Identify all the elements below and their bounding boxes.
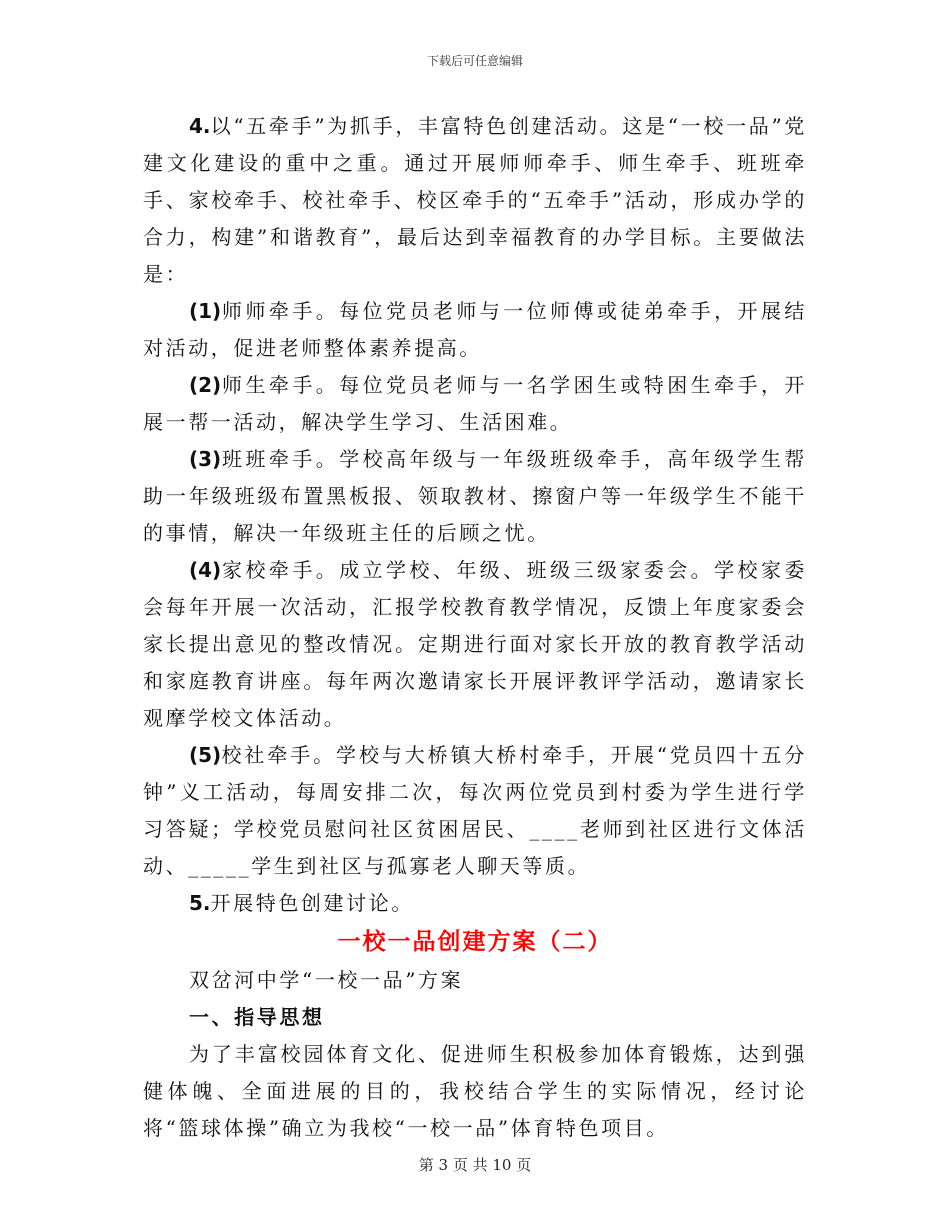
item-number: (5) [189, 743, 222, 767]
page-number-footer: 第 3 页 共 10 页 [418, 1156, 532, 1174]
item-text: 以“五牵手”为抓手，丰富特色创建活动。这是“一校一品”党建文化建设的重中之重。通过开展师师牵手、师生牵手、班班牵手、家校牵手、校社牵手、校区牵手的“五牵手”活动，形成办学的合力，构建”和谐教育”，最后达到幸福教育的办学目标。主要做法是： [143, 114, 807, 286]
document-body [143, 108, 807, 1147]
item-number: (1) [189, 299, 222, 323]
guiding-ideology-paragraph: 为了丰富校园体育文化、促进师生积极参加体育锻炼，达到强健体魄、全面进展的目的，我校结合学生的实际情况，经讨论将“篮球体操”确立为我校“一校一品”体育特色项目。 [143, 1042, 807, 1140]
header-note: 下载后可任意编辑 [426, 54, 523, 68]
section-title: 一校一品创建方案（二） [337, 929, 613, 955]
sub-item-5-paragraph [143, 737, 807, 885]
item-number: (3) [189, 447, 222, 471]
section-subtitle: 双岔河中学“一校一品”方案 [189, 968, 464, 992]
item-number: 5. [189, 891, 211, 915]
sub-item-3-paragraph [143, 441, 807, 552]
item-text: 校社牵手。学校与大桥镇大桥村牵手，开展“党员四十五分钟”义工活动，每周安排二次，每次两位党员到村委为学生进行学习答疑；学校党员慰问社区贫困居民、____老师到社区进行文体活动、_____学生到社区与孤寡老人聊天等质。 [143, 743, 807, 878]
item-text: 师生牵手。每位党员老师与一名学困生或特困生牵手，开展一帮一活动，解决学生学习、生活困难。 [143, 373, 807, 434]
item-text: 开展特色创建讨论。 [210, 891, 414, 915]
heading-guiding-ideology: 一、指导思想 [189, 1005, 325, 1029]
item-text: 班班牵手。学校高年级与一年级班级牵手，高年级学生帮助一年级班级布置黑板报、领取教材、擦窗户等一年级学生不能干的事情，解决一年级班主任的后顾之忧。 [143, 447, 807, 545]
item-text: 师师牵手。每位党员老师与一位师傅或徒弟牵手，开展结对活动，促进老师整体素养提高。 [143, 299, 807, 360]
item-number: 4. [189, 114, 211, 138]
item-4-paragraph [143, 108, 807, 293]
item-number: (4) [189, 558, 222, 582]
sub-item-1-paragraph [143, 293, 807, 367]
item-number: (2) [189, 373, 222, 397]
item-text: 家校牵手。成立学校、年级、班级三级家委会。学校家委会每年开展一次活动，汇报学校教育教学情况，反馈上年度家委会家长提出意见的整改情况。定期进行面对家长开放的教育教学活动和家庭教育讲座。每年两次邀请家长开展评教评学活动，邀请家长观摩学校文体活动。 [143, 558, 807, 730]
sub-item-2-paragraph [143, 367, 807, 441]
sub-item-4-paragraph [143, 552, 807, 737]
item-5-paragraph [143, 885, 807, 922]
